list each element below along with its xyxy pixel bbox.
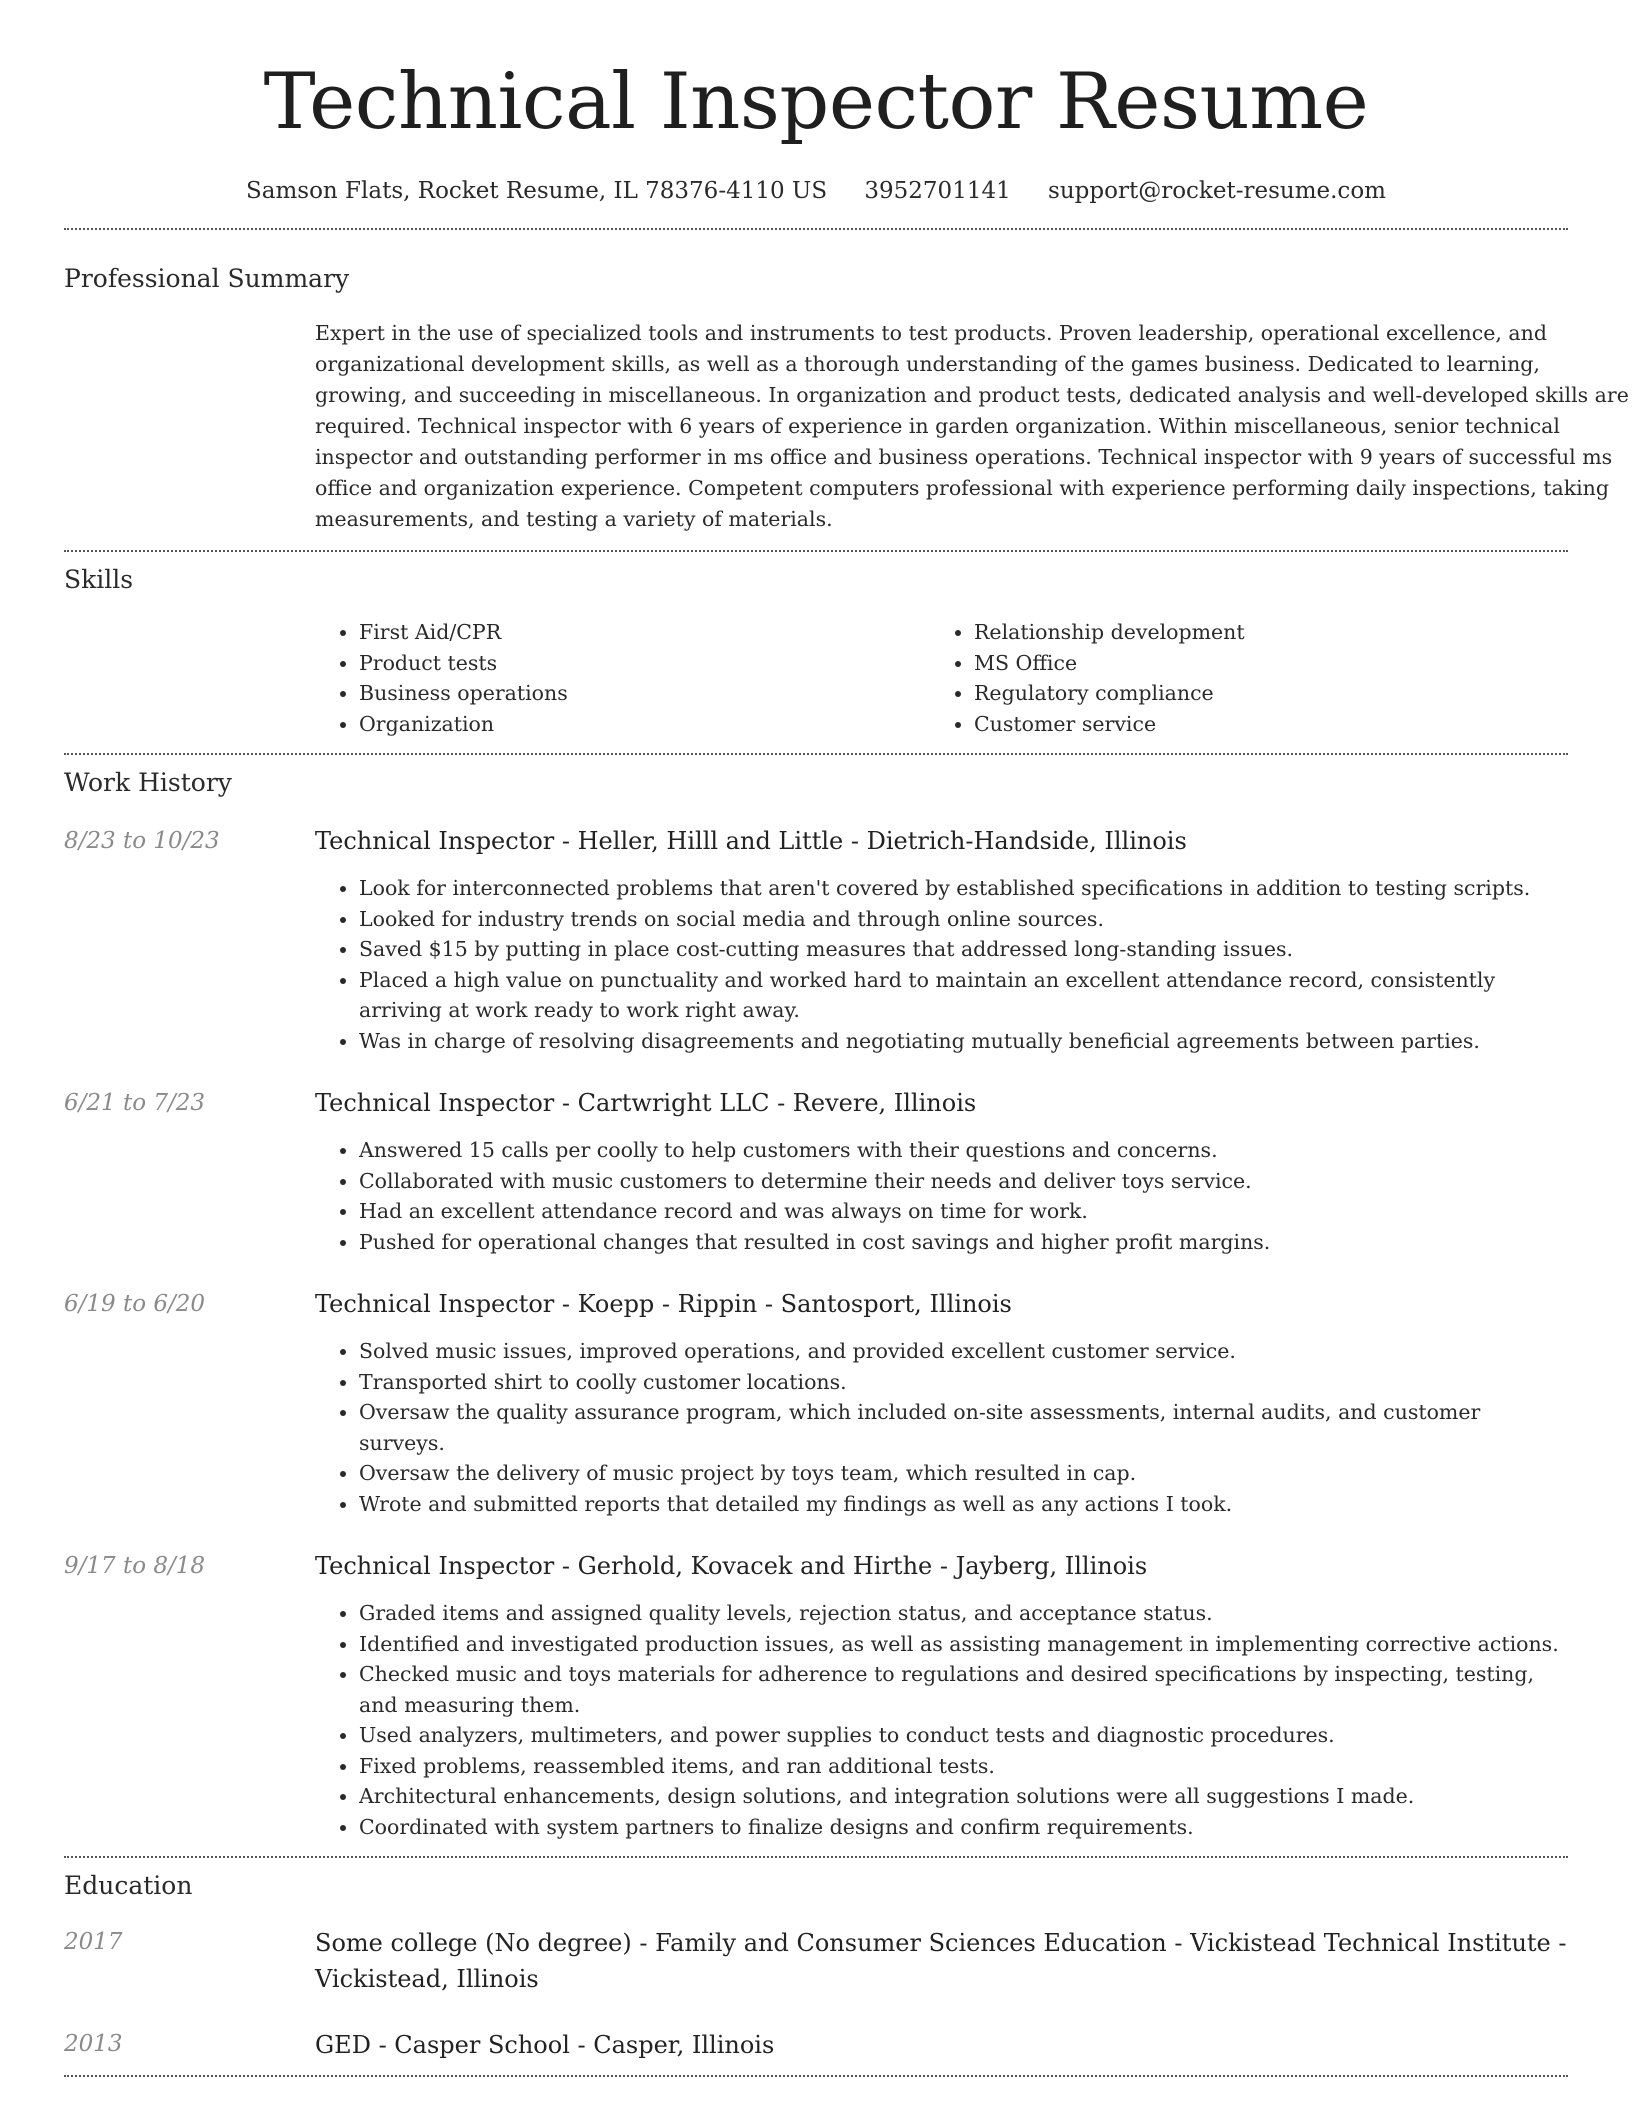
education-heading: Education	[64, 1871, 193, 1900]
job-bullet: • Graded items and assigned quality levels, rejection status, and acceptance status.	[359, 1598, 1568, 1629]
skill-item: • Regulatory compliance	[974, 678, 1545, 709]
skill-item: • Business operations	[359, 678, 930, 709]
job-bullet: • Identified and investigated production issues, as well as assisting management in implementing corrective actions.	[359, 1629, 1568, 1660]
job-bullet: • Look for interconnected problems that aren't covered by established specifications in addition to testing scripts.	[359, 873, 1568, 904]
education-entry	[64, 1925, 1568, 1997]
job-bullet: • Coordinated with system partners to finalize designs and confirm requirements.	[359, 1812, 1568, 1843]
job-bullet: • Answered 15 calls per coolly to help customers with their questions and concerns.	[359, 1135, 1568, 1166]
summary-heading: Professional Summary	[64, 264, 350, 293]
job-dates: 6/21 to 7/23	[64, 1090, 206, 1116]
job-dates: 8/23 to 10/23	[64, 828, 220, 854]
job-bullet: • Looked for industry trends on social media and through online sources.	[359, 904, 1568, 935]
job-bullet: • Had an excellent attendance record and was always on time for work.	[359, 1196, 1568, 1227]
job-bullets	[315, 1336, 1568, 1519]
summary-section	[64, 230, 1629, 535]
job-entry	[64, 1287, 1568, 1519]
contact-phone: 3952701141	[864, 178, 1011, 204]
job-bullet: • Architectural enhancements, design solutions, and integration solutions were all suggestions I made.	[359, 1781, 1568, 1812]
job-bullet: • Collaborated with music customers to determine their needs and deliver toys service.	[359, 1166, 1568, 1197]
skills-heading: Skills	[64, 565, 134, 594]
skills-section	[64, 552, 1568, 739]
skill-item: • First Aid/CPR	[359, 617, 930, 648]
job-bullets	[315, 873, 1568, 1056]
job-bullet: • Fixed problems, reassembled items, and ran additional tests.	[359, 1751, 1568, 1782]
job-bullet: • Saved $15 by putting in place cost-cutting measures that addressed long-standing issues.	[359, 934, 1568, 965]
job-bullet: • Was in charge of resolving disagreements and negotiating mutually beneficial agreements between parties.	[359, 1026, 1568, 1057]
job-bullet: • Transported shirt to coolly customer locations.	[359, 1367, 1568, 1398]
job-bullet: • Used analyzers, multimeters, and power supplies to conduct tests and diagnostic procedures.	[359, 1720, 1568, 1751]
skill-item: • MS Office	[974, 648, 1545, 679]
work-history-heading: Work History	[64, 768, 232, 797]
skill-item: • Relationship development	[974, 617, 1545, 648]
contact-address: Samson Flats, Rocket Resume, IL 78376-4110 US	[246, 178, 828, 204]
job-bullet: • Oversaw the quality assurance program, which included on-site assessments, internal audits, and customer surveys.	[359, 1397, 1568, 1458]
education-year: 2013	[64, 2031, 123, 2057]
job-bullet: • Solved music issues, improved operations, and provided excellent customer service.	[359, 1336, 1568, 1367]
skill-item: • Organization	[359, 709, 930, 740]
job-bullet: • Placed a high value on punctuality and worked hard to maintain an excellent attendance record, consistently arriving at work ready to work right away.	[359, 965, 1568, 1026]
skills-list-left	[315, 617, 930, 739]
job-entry	[64, 1549, 1568, 1842]
job-bullet: • Oversaw the delivery of music project by toys team, which resulted in cap.	[359, 1458, 1568, 1489]
education-text: GED - Casper School - Casper, Illinois	[315, 2031, 775, 2059]
education-text: Some college (No degree) - Family and Consumer Sciences Education - Vickistead Technical Institute - Vickistead, Illinois	[315, 1929, 1567, 1993]
job-bullet: • Wrote and submitted reports that detailed my findings as well as any actions I took.	[359, 1489, 1568, 1520]
contact-email: support@rocket-resume.com	[1048, 178, 1386, 204]
job-title: Technical Inspector - Heller, Hilll and Little - Dietrich-Handside, Illinois	[315, 827, 1187, 855]
job-bullet: • Checked music and toys materials for adherence to regulations and desired specifications by inspecting, testing, and measuring them.	[359, 1659, 1568, 1720]
resume-title: Technical Inspector Resume	[263, 57, 1369, 147]
job-bullets	[315, 1135, 1568, 1257]
job-title: Technical Inspector - Gerhold, Kovacek and Hirthe - Jayberg, Illinois	[315, 1552, 1148, 1580]
job-entry	[64, 824, 1568, 1056]
job-dates: 6/19 to 6/20	[64, 1291, 206, 1317]
education-year: 2017	[64, 1929, 123, 1955]
job-bullets	[315, 1598, 1568, 1842]
job-dates: 9/17 to 8/18	[64, 1553, 206, 1579]
work-history-section	[64, 755, 1568, 1842]
skills-list-right	[930, 617, 1545, 739]
job-entry	[64, 1086, 1568, 1257]
job-title: Technical Inspector - Koepp - Rippin - Santosport, Illinois	[315, 1290, 1012, 1318]
summary-text: Expert in the use of specialized tools and instruments to test products. Proven leadership, operational excellence, and organizational development skills, as well as a thorough understanding of the games business. Dedicated to learning, growing, and succeeding in miscellaneous. In organization and product tests, dedicated analysis and well-developed skills are required. Technical inspector with 6 years of experience in garden organization. Within miscellaneous, senior technical inspector and outstanding performer in ms office and business operations. Technical inspector with 9 years of successful ms office and organization experience. Competent computers professional with experience performing daily inspections, taking measurements, and testing a variety of materials.	[315, 321, 1629, 531]
job-bullet: • Pushed for operational changes that resulted in cost savings and higher profit margins.	[359, 1227, 1568, 1258]
education-entry	[64, 2027, 1568, 2063]
section-divider	[64, 2075, 1568, 2077]
job-title: Technical Inspector - Cartwright LLC - Revere, Illinois	[315, 1089, 977, 1117]
skill-item: • Product tests	[359, 648, 930, 679]
education-section	[64, 1858, 1568, 2063]
skill-item: • Customer service	[974, 709, 1545, 740]
contact-line	[64, 174, 1568, 208]
